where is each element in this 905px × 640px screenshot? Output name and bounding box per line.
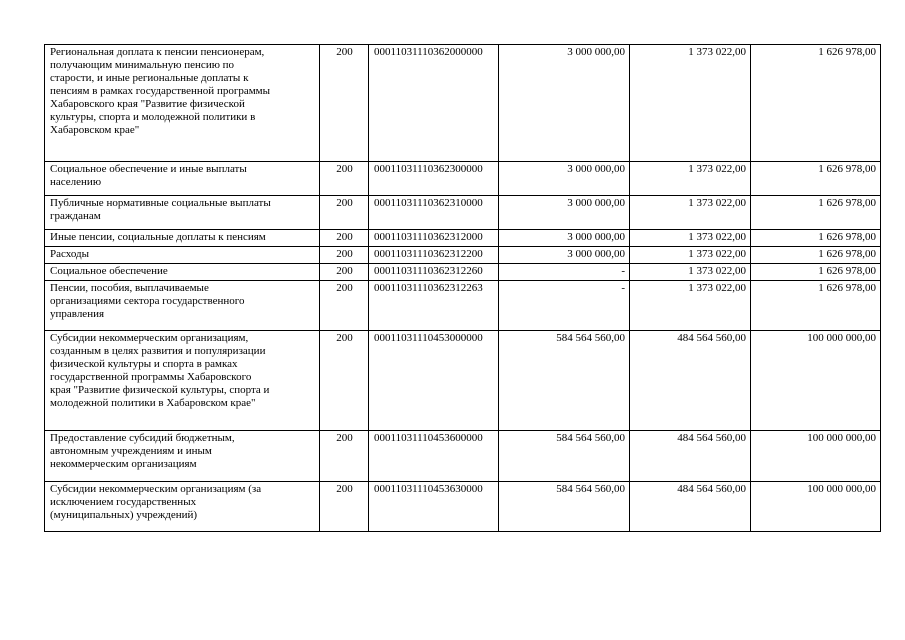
- row-classification: 00011031110362312260: [374, 265, 483, 277]
- row-code-cell: [320, 196, 369, 230]
- row-code: 200: [336, 332, 353, 344]
- row-classification: 00011031110362312000: [374, 231, 483, 243]
- row-code-cell: [320, 247, 369, 264]
- row-executed: 1 373 022,00: [688, 163, 746, 175]
- table-row: [45, 331, 881, 431]
- row-executed: 484 564 560,00: [677, 483, 746, 495]
- row-name: Иные пенсии, социальные доплаты к пенсиям: [50, 231, 266, 243]
- row-unexecuted: 100 000 000,00: [807, 483, 876, 495]
- row-classification-cell: [369, 162, 499, 196]
- row-executed-cell: [630, 247, 751, 264]
- row-executed: 1 373 022,00: [688, 46, 746, 58]
- row-executed-cell: [630, 196, 751, 230]
- table-row: [45, 264, 881, 281]
- row-classification-cell: [369, 331, 499, 431]
- row-code: 200: [336, 46, 353, 58]
- row-classification-cell: [369, 281, 499, 331]
- row-name: Публичные нормативные социальные выплаты гражданам: [50, 197, 271, 222]
- row-unexecuted: 1 626 978,00: [818, 197, 876, 209]
- row-name: Региональная доплата к пенсии пенсионерам, получающим минимальную пенсию по старости, и иные региональные доплаты к пенсиям в рамках государственной программы Хабаровского края "Развитие физической культуры, спорта и молодежной политики в Хабаровском крае": [50, 46, 271, 136]
- row-name: Субсидии некоммерческим организациям, созданным в целях развития и популяризации физической культуры и спорта в рамках государственной программы Хабаровского края "Развитие физической культуры, спорта и молодежной политики в Хабаровском крае": [50, 332, 270, 409]
- row-name: Социальное обеспечение и иные выплаты населению: [50, 163, 247, 188]
- row-approved: 584 564 560,00: [556, 332, 625, 344]
- row-name-cell: [45, 162, 320, 196]
- row-name: Предоставление субсидий бюджетным, автономным учреждениям и иным некоммерческим организациям: [50, 432, 235, 470]
- row-approved: 3 000 000,00: [567, 163, 625, 175]
- row-classification-cell: [369, 196, 499, 230]
- row-classification: 00011031110453000000: [374, 332, 483, 344]
- row-approved-cell: [499, 196, 630, 230]
- row-classification: 00011031110362312263: [374, 282, 483, 294]
- row-unexecuted: 1 626 978,00: [818, 231, 876, 243]
- row-executed: 1 373 022,00: [688, 282, 746, 294]
- row-unexecuted-cell: [751, 431, 881, 482]
- row-executed-cell: [630, 281, 751, 331]
- row-code-cell: [320, 230, 369, 247]
- row-executed-cell: [630, 264, 751, 281]
- row-approved-cell: [499, 264, 630, 281]
- row-approved: 3 000 000,00: [567, 248, 625, 260]
- row-name: Субсидии некоммерческим организациям (за исключением государственных (муниципальных) учреждений): [50, 483, 262, 521]
- row-executed: 484 564 560,00: [677, 432, 746, 444]
- row-name: Социальное обеспечение: [50, 265, 168, 277]
- row-classification: 00011031110362000000: [374, 46, 483, 58]
- table-row: [45, 45, 881, 162]
- row-executed-cell: [630, 45, 751, 162]
- row-approved-cell: [499, 45, 630, 162]
- row-unexecuted: 1 626 978,00: [818, 163, 876, 175]
- row-executed: 1 373 022,00: [688, 231, 746, 243]
- row-classification-cell: [369, 482, 499, 532]
- row-executed-cell: [630, 230, 751, 247]
- row-code-cell: [320, 162, 369, 196]
- row-approved: 3 000 000,00: [567, 197, 625, 209]
- row-approved-cell: [499, 230, 630, 247]
- row-executed-cell: [630, 162, 751, 196]
- row-name: Расходы: [50, 248, 89, 260]
- row-code-cell: [320, 45, 369, 162]
- row-unexecuted: 1 626 978,00: [818, 265, 876, 277]
- row-name-cell: [45, 196, 320, 230]
- row-classification-cell: [369, 230, 499, 247]
- row-code: 200: [336, 248, 353, 260]
- row-executed: 1 373 022,00: [688, 248, 746, 260]
- row-name-cell: [45, 482, 320, 532]
- row-code-cell: [320, 482, 369, 532]
- row-executed-cell: [630, 431, 751, 482]
- row-approved-cell: [499, 482, 630, 532]
- row-unexecuted-cell: [751, 45, 881, 162]
- row-unexecuted-cell: [751, 162, 881, 196]
- row-approved: -: [621, 265, 625, 277]
- row-classification-cell: [369, 264, 499, 281]
- row-unexecuted: 1 626 978,00: [818, 46, 876, 58]
- row-executed: 1 373 022,00: [688, 197, 746, 209]
- row-unexecuted-cell: [751, 482, 881, 532]
- row-approved-cell: [499, 431, 630, 482]
- table-row: [45, 482, 881, 532]
- row-code: 200: [336, 163, 353, 175]
- row-classification-cell: [369, 247, 499, 264]
- row-code-cell: [320, 431, 369, 482]
- row-classification: 00011031110362312200: [374, 248, 483, 260]
- row-classification: 00011031110362300000: [374, 163, 483, 175]
- row-name-cell: [45, 331, 320, 431]
- row-code: 200: [336, 231, 353, 243]
- table-row: [45, 196, 881, 230]
- table-row: [45, 431, 881, 482]
- row-name-cell: [45, 45, 320, 162]
- row-executed: 1 373 022,00: [688, 265, 746, 277]
- row-executed-cell: [630, 331, 751, 431]
- row-unexecuted-cell: [751, 247, 881, 264]
- row-approved: -: [621, 282, 625, 294]
- row-approved: 584 564 560,00: [556, 432, 625, 444]
- row-code: 200: [336, 282, 353, 294]
- row-name: Пенсии, пособия, выплачиваемые организациями сектора государственного управления: [50, 282, 245, 320]
- row-code-cell: [320, 281, 369, 331]
- row-classification: 00011031110362310000: [374, 197, 483, 209]
- row-code: 200: [336, 483, 353, 495]
- row-unexecuted-cell: [751, 264, 881, 281]
- row-name-cell: [45, 281, 320, 331]
- row-approved: 3 000 000,00: [567, 231, 625, 243]
- row-unexecuted: 100 000 000,00: [807, 332, 876, 344]
- row-code-cell: [320, 264, 369, 281]
- row-code: 200: [336, 432, 353, 444]
- row-code-cell: [320, 331, 369, 431]
- row-name-cell: [45, 247, 320, 264]
- row-approved-cell: [499, 281, 630, 331]
- row-approved: 3 000 000,00: [567, 46, 625, 58]
- table-row: [45, 230, 881, 247]
- row-unexecuted: 1 626 978,00: [818, 248, 876, 260]
- row-unexecuted: 1 626 978,00: [818, 282, 876, 294]
- row-executed: 484 564 560,00: [677, 332, 746, 344]
- budget-execution-table: [44, 44, 881, 532]
- row-approved-cell: [499, 162, 630, 196]
- row-executed-cell: [630, 482, 751, 532]
- row-unexecuted-cell: [751, 230, 881, 247]
- row-unexecuted-cell: [751, 331, 881, 431]
- row-approved-cell: [499, 331, 630, 431]
- row-unexecuted-cell: [751, 196, 881, 230]
- row-code: 200: [336, 197, 353, 209]
- row-approved-cell: [499, 247, 630, 264]
- row-classification-cell: [369, 45, 499, 162]
- row-classification: 00011031110453630000: [374, 483, 483, 495]
- row-unexecuted-cell: [751, 281, 881, 331]
- row-name-cell: [45, 264, 320, 281]
- row-classification-cell: [369, 431, 499, 482]
- table-row: [45, 281, 881, 331]
- table-row: [45, 247, 881, 264]
- row-name-cell: [45, 431, 320, 482]
- table-row: [45, 162, 881, 196]
- row-approved: 584 564 560,00: [556, 483, 625, 495]
- row-name-cell: [45, 230, 320, 247]
- row-classification: 00011031110453600000: [374, 432, 483, 444]
- row-code: 200: [336, 265, 353, 277]
- row-unexecuted: 100 000 000,00: [807, 432, 876, 444]
